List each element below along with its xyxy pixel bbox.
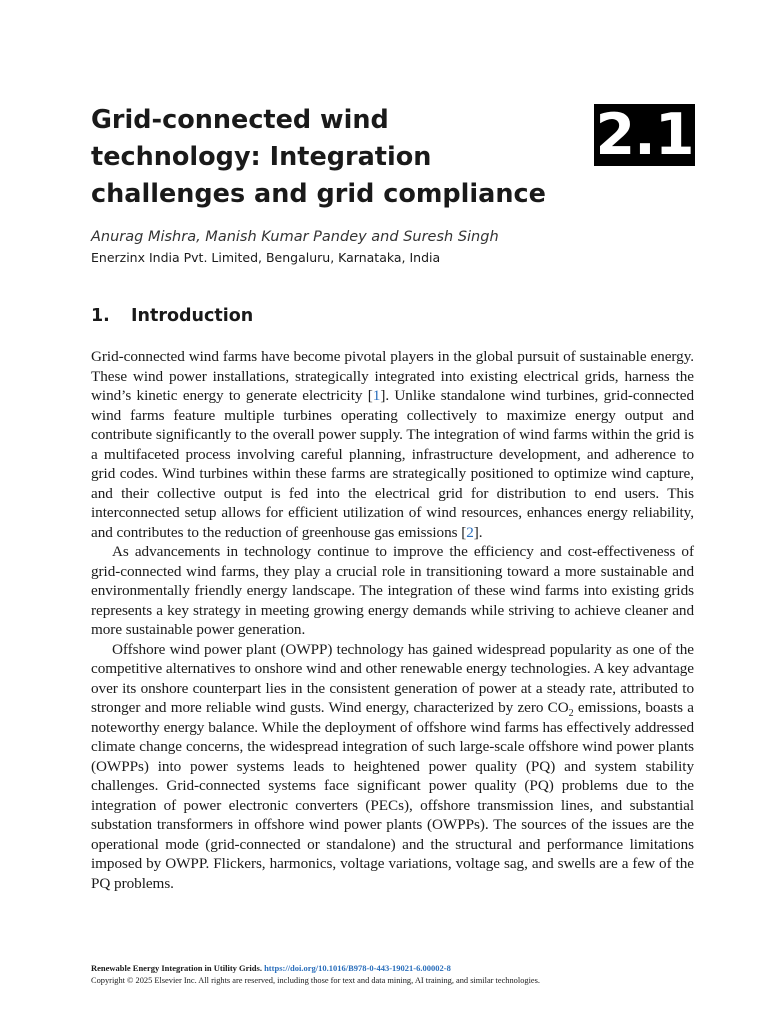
chapter-title-line: technology: Integration: [91, 142, 432, 172]
doi-link[interactable]: https://doi.org/10.1016/B978-0-443-19021-6.00002-8: [264, 963, 451, 973]
chapter-title-line: Grid-connected wind: [91, 105, 389, 135]
chapter-title-line: challenges and grid compliance: [91, 179, 546, 209]
section-title: Introduction: [131, 306, 254, 326]
copyright-notice: Copyright © 2025 Elsevier Inc. All rights are reserved, including those for text and data mining, AI training, and similar technologies.: [91, 976, 540, 985]
section-heading: [91, 306, 253, 326]
paragraph: [91, 640, 694, 894]
subscript: 2: [568, 708, 574, 720]
paragraph: [91, 347, 694, 542]
paragraph-text: Grid-connected wind farms have become pivotal players in the global pursuit of sustainable energy. These wind power installations, strategically integrated into existing electrical grids, harness the wind’s kinetic energy to generate electricity [: [91, 348, 694, 404]
citation-link[interactable]: 2: [466, 523, 474, 541]
paragraph-text: ].: [473, 523, 483, 541]
body-text: [91, 347, 694, 893]
book-title: Renewable Energy Integration in Utility Grids.: [91, 963, 262, 973]
footer-citation: [91, 963, 451, 973]
paragraph: As advancements in technology continue to improve the efficiency and cost-effectiveness of grid-connected wind farms, they play a crucial role in transitioning toward a more sustainable and environmentally friendly energy landscape. The integration of these wind farms into existing grids represents a key strategy in meeting growing energy demands while striving to achieve cleaner and more sustainable power generation.: [91, 543, 694, 638]
section-number: 1.: [91, 306, 110, 326]
author-affiliation: Enerzinx India Pvt. Limited, Bengaluru, Karnataka, India: [91, 250, 441, 265]
paragraph-text: ]. Unlike standalone wind turbines, grid-connected wind farms feature multiple turbines operating collectively to maximize energy output and contribute significantly to the overall power supply. The integration of wind farms within the grid is a multifaceted process involving careful planning, infrastructure development, and adherence to grid codes. Wind turbines within these farms are strategically positioned to optimize wind capture, and their collective output is fed into the electrical grid for distribution to end users. This interconnected setup allows for efficient utilization of wind resources, enhances energy reliability, and contributes to the reduction of greenhouse gas emissions [: [91, 387, 694, 541]
paragraph-text: Offshore wind power plant (OWPP) technology has gained widespread popularity as one of the competitive alternatives to onshore wind and other renewable energy technologies. A key advantage over its onshore counterpart lies in the consistent generation of power at a steady rate, attributed to stronger and more reliable wind gusts. Wind energy, characterized by zero CO: [91, 640, 694, 716]
author-list: Anurag Mishra, Manish Kumar Pandey and Suresh Singh: [91, 229, 499, 245]
paragraph-text: emissions, boasts a noteworthy energy balance. While the deployment of offshore wind farms has effectively addressed climate change concerns, the widespread integration of such large-scale offshore wind power plants (OWPPs) into power systems leads to heightened power quality (PQ) and system stability challenges. Grid-connected systems face significant power quality (PQ) problems due to the integration of power electronic converters (PECs), offshore transmission lines, and substantial substation transformers in offshore wind power plants (OWPPs). The sources of the issues are the operational mode (grid-connected or standalone) and the structural and performance limitations imposed by OWPP. Flickers, harmonics, voltage variations, voltage sag, and swells are a few of the PQ problems.: [91, 699, 694, 892]
chapter-number-badge: 2.1: [595, 102, 694, 168]
citation-link[interactable]: 1: [372, 387, 381, 404]
chapter-title: [91, 102, 571, 213]
